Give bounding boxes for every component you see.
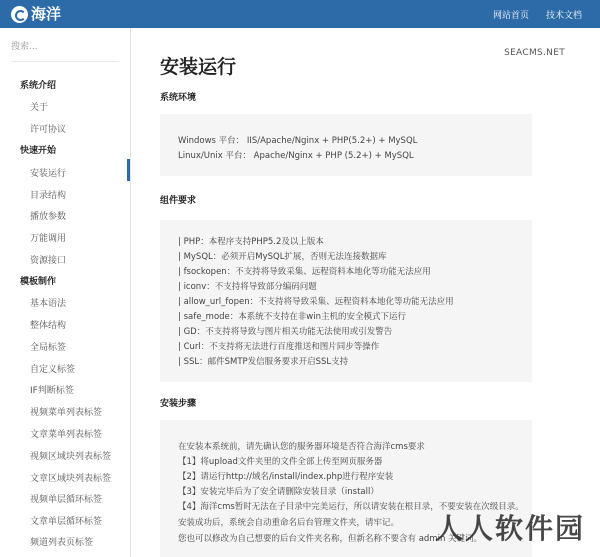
sidebar-item-license[interactable]: 许可协议 [30,125,67,135]
sidebar-group-quickstart[interactable]: 快速开始 [20,146,57,156]
sidebar-item-resource-api[interactable]: 资源接口 [30,256,67,266]
sidebar-item-directory[interactable]: 目录结构 [30,191,67,201]
section-title-environment: 系统环境 [160,93,197,103]
code-line: 【3】安装完毕后为了安全请删除安装目录（install） [178,487,379,497]
code-line: | SSL：邮件SMTP发信服务要求开启SSL支持 [178,357,349,367]
sidebar-group-intro[interactable]: 系统介绍 [20,81,57,91]
code-line: | fsockopen：不支持将导致采集、远程资料本地化等功能无法应用 [178,267,431,277]
sidebar-item-structure[interactable]: 整体结构 [30,321,67,331]
search-input[interactable] [11,36,119,58]
code-line: 【2】请运行http://域名/install/index.php进行程序安装 [178,472,394,482]
code-line: | safe_mode：本系统不支持在非win主机的安全模式下运行 [178,312,406,322]
code-line: | iconv：不支持将导致部分编码问题 [178,282,317,292]
code-line: | allow_url_fopen：不支持将导致采集、远程资料本地化等功能无法应用 [178,297,454,307]
code-line: Windows 平台： IIS/Apache/Nginx + PHP(5.2+) + MySQL [178,136,418,146]
code-line: | GD：不支持将导致与图片相关功能无法使用或引发警告 [178,327,393,337]
sidebar-item-universal-call[interactable]: 万能调用 [30,234,67,244]
sidebar-item-video-block-list[interactable]: 视频区域块列表标签 [30,452,112,462]
code-block-components [160,220,532,382]
page-title: 安装运行 [160,56,237,78]
sidebar-group-template[interactable]: 模板制作 [20,277,57,287]
brand-label: SEACMS.NET [504,48,565,58]
logo-text: 海洋 [31,5,62,23]
top-bar [0,0,600,28]
sidebar-item-if-tags[interactable]: IF判断标签 [30,386,74,396]
sidebar [0,28,131,557]
code-line: 在安装本系统前，请先确认您的服务器环境是否符合海洋cms要求 [178,442,425,452]
sidebar-active-indicator [127,159,130,181]
logo-icon [11,6,28,23]
code-line: 您也可以修改为自己想要的后台文件夹名称，但新名称不要含有 admin 关键词。 [178,534,483,544]
search-underline [11,61,119,62]
sidebar-item-basic-syntax[interactable]: 基本语法 [30,299,67,309]
sidebar-item-install[interactable]: 安装运行 [30,169,67,179]
sidebar-item-channel-list[interactable]: 频道列表页标签 [30,538,94,548]
sidebar-item-about[interactable]: 关于 [30,103,49,113]
code-block-environment [160,114,532,176]
nav-link-docs[interactable]: 技术文档 [545,10,582,21]
sidebar-item-article-block-list[interactable]: 文章区域块列表标签 [30,474,112,484]
section-title-components: 组件要求 [160,196,197,206]
sidebar-item-article-menu-list[interactable]: 文章菜单列表标签 [30,430,103,440]
top-nav [476,0,582,28]
sidebar-item-article-loop[interactable]: 文章单层循环标签 [30,517,103,527]
section-title-install-steps: 安装步骤 [160,399,197,409]
code-line: | MySQL：必须开启MySQL扩展，否则无法连接数据库 [178,252,387,262]
watermark: 人人软件园 [434,512,585,545]
nav-link-home[interactable]: 网站首页 [492,10,529,21]
code-line: Linux/Unix 平台： Apache/Nginx + PHP (5.2+) + MySQL [178,151,414,161]
main-content [132,28,600,557]
sidebar-item-global-tags[interactable]: 全局标签 [30,343,67,353]
sidebar-item-video-loop[interactable]: 视频单层循环标签 [30,495,103,505]
sidebar-item-video-menu-list[interactable]: 视频菜单列表标签 [30,408,103,418]
code-line: 【1】将upload文件夹里的文件全部上传至网页服务器 [178,457,383,467]
sidebar-item-custom-tags[interactable]: 自定义标签 [30,365,76,375]
code-line: 【4】海洋cms暂时无法在子目录中完美运行，所以请安装在根目录，不要安装在次级目录。 [178,502,524,512]
code-line: | PHP：本程序支持PHP5.2及以上版本 [178,237,324,247]
code-line: 安装成功后，系统会自动重命名后台管理文件夹，请牢记。 [178,518,400,528]
sidebar-item-play-params[interactable]: 播放参数 [30,212,67,222]
code-line: | Curl：不支持将无法进行百度推送和图片同步等操作 [178,342,380,352]
site-logo[interactable] [11,5,61,23]
